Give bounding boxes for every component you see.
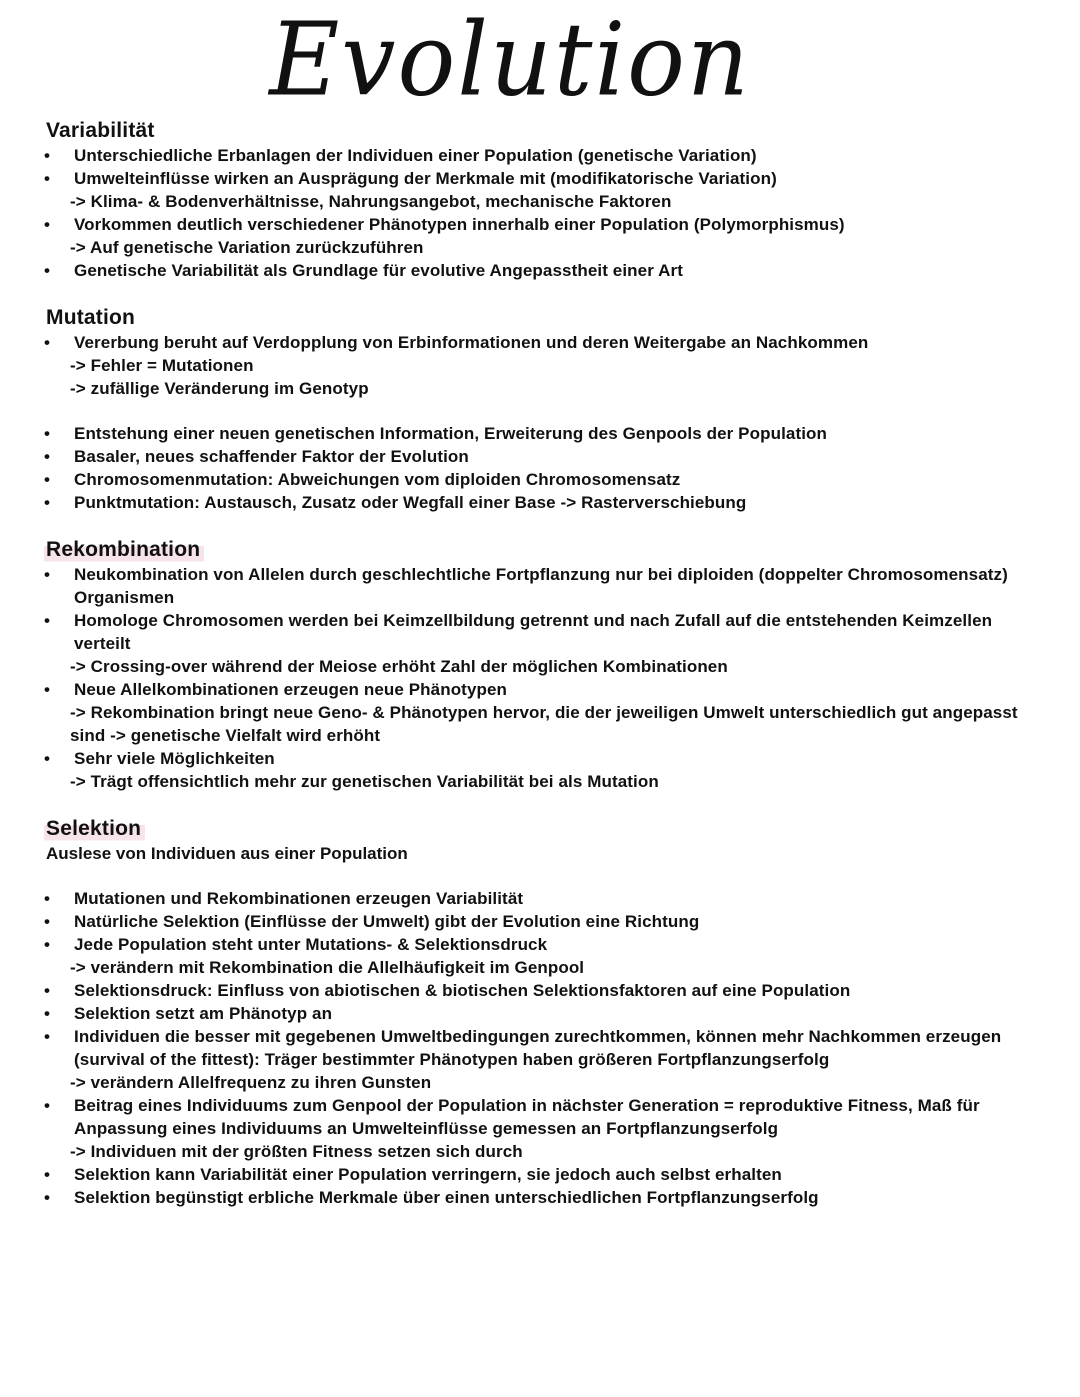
bullet-item: [44, 910, 1034, 933]
bullet-item: [44, 445, 1034, 468]
bullet-item: [44, 1163, 1034, 1186]
bullet-text: Homologe Chromosomen werden bei Keimzellbildung getrennt und nach Zufall auf die entstehenden Keimzellen verteilt: [74, 611, 993, 653]
bullet-text: Selektion setzt am Phänotyp an: [74, 1004, 333, 1023]
bullet-item: [44, 609, 1034, 678]
bullet-item: [44, 563, 1034, 609]
bullet-text: Chromosomenmutation: Abweichungen vom diploiden Chromosomensatz: [74, 470, 681, 489]
bullet-text: Natürliche Selektion (Einflüsse der Umwelt) gibt der Evolution eine Richtung: [74, 912, 700, 931]
bullet-list: [44, 422, 1034, 514]
bullet-subnote: -> zufällige Veränderung im Genotyp: [70, 379, 369, 398]
bullet-subnote: -> Rekombination bringt neue Geno- & Phänotypen hervor, die der jeweiligen Umwelt unterschiedlich gut angepasst sind -> genetische Vielfalt wird erhöht: [70, 703, 1018, 745]
bullet-item: [44, 979, 1034, 1002]
section-mutation: [44, 305, 1034, 514]
bullet-item: [44, 678, 1034, 747]
bullet-item: [44, 747, 1034, 793]
bullet-text: Unterschiedliche Erbanlagen der Individuen einer Population (genetische Variation): [74, 146, 757, 165]
bullet-subnote: -> verändern Allelfrequenz zu ihren Gunsten: [70, 1073, 432, 1092]
bullet-list: [44, 144, 1034, 282]
bullet-text: Basaler, neues schaffender Faktor der Evolution: [74, 447, 469, 466]
bullet-subnote: -> Fehler = Mutationen: [70, 356, 254, 375]
bullet-text: Entstehung einer neuen genetischen Information, Erweiterung des Genpools der Population: [74, 424, 828, 443]
bullet-text: Beitrag eines Individuums zum Genpool der Population in nächster Generation = reproduktive Fitness, Maß für Anpassung eines Individuums an Umwelteinflüsse gemessen an Fortpflanzungserfolg: [74, 1096, 980, 1138]
section-rekombination: [44, 537, 1034, 793]
bullet-text: Umwelteinflüsse wirken an Ausprägung der Merkmale mit (modifikatorische Variation): [74, 169, 777, 188]
bullet-subnote: -> Trägt offensichtlich mehr zur genetischen Variabilität bei als Mutation: [70, 772, 659, 791]
bullet-text: Jede Population steht unter Mutations- & Selektionsdruck: [74, 935, 548, 954]
bullet-item: [44, 144, 1034, 167]
section-heading: Mutation: [46, 306, 136, 329]
bullet-subnote: -> verändern mit Rekombination die Allelhäufigkeit im Genpool: [70, 958, 585, 977]
bullet-item: [44, 491, 1034, 514]
bullet-item: [44, 167, 1034, 213]
section-subtitle: Auslese von Individuen aus einer Population: [46, 844, 408, 863]
bullet-item: [44, 213, 1034, 259]
bullet-subnote: -> Individuen mit der größten Fitness setzen sich durch: [70, 1142, 523, 1161]
bullet-item: [44, 1186, 1034, 1209]
bullet-list: [44, 563, 1034, 793]
section-heading: Selektion: [44, 816, 145, 842]
bullet-item: [44, 1094, 1034, 1163]
section-heading: Variabilität: [46, 119, 155, 142]
bullet-text: Selektionsdruck: Einfluss von abiotischen & biotischen Selektionsfaktoren auf eine Population: [74, 981, 851, 1000]
page-title: Evolution: [269, 1, 751, 119]
bullet-item: [44, 331, 1034, 400]
section-variabilitaet: [44, 118, 1034, 282]
bullet-subnote: -> Klima- & Bodenverhältnisse, Nahrungsangebot, mechanische Faktoren: [70, 192, 672, 211]
bullet-item: [44, 259, 1034, 282]
bullet-item: [44, 933, 1034, 979]
bullet-list: [44, 331, 1034, 400]
bullet-item: [44, 422, 1034, 445]
bullet-text: Neukombination von Allelen durch geschlechtliche Fortpflanzung nur bei diploiden (doppelter Chromosomensatz) Organismen: [74, 565, 1008, 607]
section-selektion: [44, 816, 1034, 1209]
bullet-text: Selektion begünstigt erbliche Merkmale über einen unterschiedlichen Fortpflanzungserfolg: [74, 1188, 819, 1207]
notes-body: [44, 118, 1034, 1209]
bullet-text: Sehr viele Möglichkeiten: [74, 749, 275, 768]
bullet-text: Vorkommen deutlich verschiedener Phänotypen innerhalb einer Population (Polymorphismus): [74, 215, 845, 234]
bullet-text: Punktmutation: Austausch, Zusatz oder Wegfall einer Base -> Rasterverschiebung: [74, 493, 747, 512]
bullet-item: [44, 468, 1034, 491]
bullet-list: [44, 887, 1034, 1209]
bullet-text: Vererbung beruht auf Verdopplung von Erbinformationen und deren Weitergabe an Nachkommen: [74, 333, 869, 352]
bullet-item: [44, 887, 1034, 910]
bullet-text: Selektion kann Variabilität einer Population verringern, sie jedoch auch selbst erhalten: [74, 1165, 782, 1184]
section-heading: Rekombination: [44, 537, 204, 563]
bullet-text: Genetische Variabilität als Grundlage für evolutive Angepasstheit einer Art: [74, 261, 683, 280]
bullet-subnote: -> Crossing-over während der Meiose erhöht Zahl der möglichen Kombinationen: [70, 657, 728, 676]
bullet-item: [44, 1025, 1034, 1094]
bullet-subnote: -> Auf genetische Variation zurückzuführen: [70, 238, 424, 257]
bullet-text: Mutationen und Rekombinationen erzeugen Variabilität: [74, 889, 524, 908]
bullet-text: Neue Allelkombinationen erzeugen neue Phänotypen: [74, 680, 508, 699]
bullet-item: [44, 1002, 1034, 1025]
bullet-text: Individuen die besser mit gegebenen Umweltbedingungen zurechtkommen, können mehr Nachkommen erzeugen (survival of the fittest): Träger bestimmter Phänotypen haben größeren Fortpflanzungserfolg: [74, 1027, 1002, 1069]
